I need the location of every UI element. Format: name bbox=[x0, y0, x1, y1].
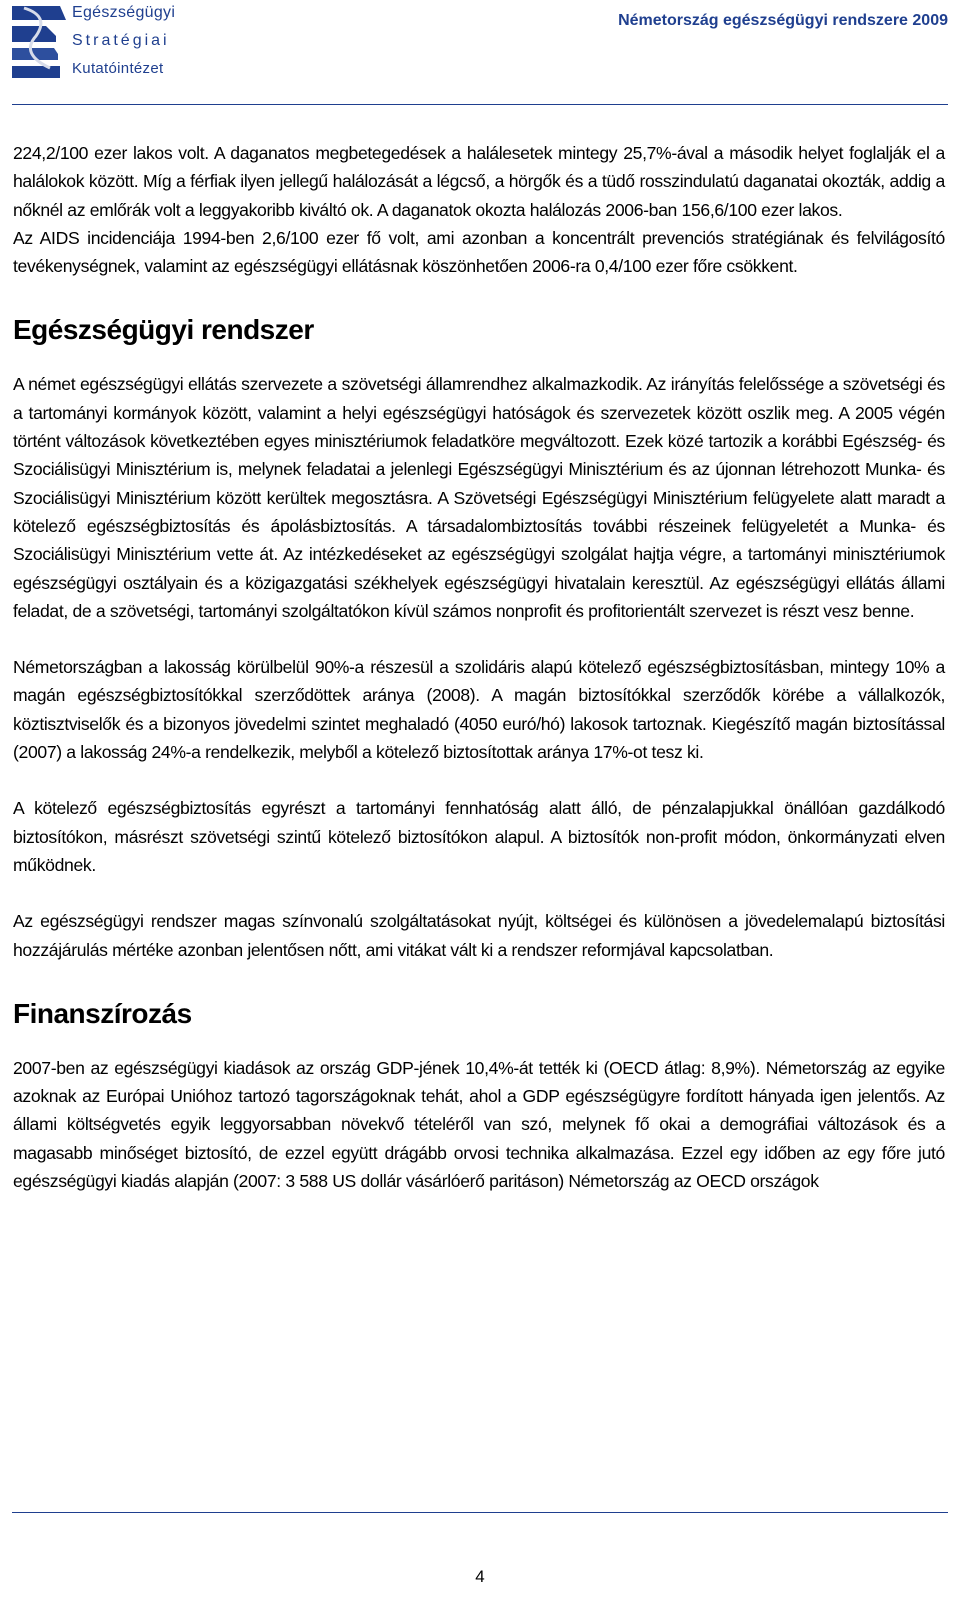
page-number: 4 bbox=[475, 1567, 485, 1586]
header-divider bbox=[12, 104, 948, 105]
section-heading-financing: Finanszírozás bbox=[13, 997, 192, 1029]
footer-divider bbox=[12, 1512, 948, 1513]
running-title: Németország egészségügyi rendszere 2009 bbox=[618, 12, 948, 29]
paragraph-health-expenditure: 2007-ben az egészségügyi kiadások az ország GDP-jének 10,4%-át tették ki (OECD átlag: 8,9%). Németország az egyike azoknak az Európai Unióhoz tartozó tagországoknak tehát, ahol a GDP egészségügyre fordított hányada igen jelentős. Az állami költségvetés egyik leggyorsabban növekvő tételéről van szó, melynek fő okai a demográfiai változások és a magasabb minőséget biztosító, de ezzel együtt drágább orvosi technika alkalmazása. Ezzel egy időben az egy főre jutó egészségügyi kiadás alapján (2007: 3 588 US dollár vásárlóerő paritáson) Németország az OECD országok bbox=[13, 1057, 945, 1192]
paragraph-statutory-insurers: A kötelező egészségbiztosítás egyrészt a tartományi fennhatóság alatt álló, de pénzalapjukkal önállóan gazdálkodó biztosítókon, másrészt szövetségi szintű kötelező biztosítókon alapul. A biztosítók non-profit módon, önkormányzati elven működnek. bbox=[13, 798, 945, 875]
logo-line-3: Kutatóintézet bbox=[72, 60, 164, 77]
paragraph-aids-incidence: Az AIDS incidenciája 1994-ben 2,6/100 ezer fő volt, ami azonban a koncentrált prevenciós stratégiának és felvilágosító tevékenységnek, valamint az egészségügyi ellátásnak köszönhetően 2006-ra 0,4/100 ezer főre csökkent. bbox=[13, 227, 945, 277]
paragraph-health-system-organization: A német egészségügyi ellátás szervezete a szövetségi államrendhez alkalmazkodik. Az irányítás felelőssége a szövetségi és a tartományi kormányok között, valamint a helyi egészségügyi hatóságok és szervezetek között oszlik meg. A 2005 végén történt változások következtében egyes minisztériumok feladatköre megváltozott. Ezek közé tartozik a korábbi Egészség- és Szociálisügyi Minisztérium is, melynek feladatai a jelenlegi Egészségügyi Minisztérium és az újonnan létrehozott Munka- és Szociálisügyi Minisztérium között kerültek megosztásra. A Szövetségi Egészségügyi Minisztérium felügyelete alatt maradt a kötelező egészségbiztosítás és ápolásbiztosítás. A társadalombiztosítás további részeinek felügyeletét a Munka- és Szociálisügyi Minisztérium vette át. Az intézkedéseket az egészségügyi szolgálat hajtja végre, a tartományi minisztériumok egészségügyi osztályain és a közigazgatási székhelyek egészségügyi hivatalain keresztül. Az egészségügyi ellátás állami feladat, de a szövetségi, tartományi szolgáltatókon kívül számos nonprofit és profitorientált szervezet is részt vesz benne. bbox=[13, 374, 945, 621]
section-heading-health-system: Egészségügyi rendszer bbox=[13, 314, 314, 346]
document-body bbox=[13, 139, 945, 1195]
paragraph-cancer-mortality: 224,2/100 ezer lakos volt. A daganatos megbetegedések a halálesetek mintegy 25,7%-ával a második helyet foglalják el a halálokok között. Míg a férfiak ilyen jellegű halálozását a légcső, a hörgők és a tüdő rosszindulatú daganatai okozták, addig a nőknél az emlőrák volt a leggyakoribb kiváltó ok. A daganatok okozta halálozás 2006-ban 156,6/100 ezer lakos. bbox=[13, 143, 945, 220]
page-header bbox=[0, 0, 960, 110]
logo-line-1: Egészségügyi bbox=[72, 4, 176, 21]
paragraph-insurance-coverage: Németországban a lakosság körülbelül 90%-a részesül a szolidáris alapú kötelező egészségbiztosításban, mintegy 10% a magán egészségbiztosítókkal szerződöttek aránya (2008). A magán biztosítókkal szerződők körébe a vállalkozók, köztisztviselők és a bizonyos jövedelmi szintet meghaladó (4050 euró/hó) lakosok tartoznak. Kiegészítő magán biztosítással (2007) a lakosság 24%-a rendelkezik, melyből a kötelező biztosítottak aránya 17%-ot tesz ki. bbox=[13, 657, 945, 763]
logo-line-2: Stratégiai bbox=[72, 32, 170, 49]
logo-graphic-icon bbox=[10, 2, 70, 82]
paragraph-reform-debate: Az egészségügyi rendszer magas színvonalú szolgáltatásokat nyújt, költségei és különösen a jövedelemalapú biztosítási hozzájárulás mértéke azonban jelentősen nőtt, ami vitákat vált ki a rendszer reformjával kapcsolatban. bbox=[13, 911, 945, 960]
institute-logo bbox=[10, 2, 175, 84]
